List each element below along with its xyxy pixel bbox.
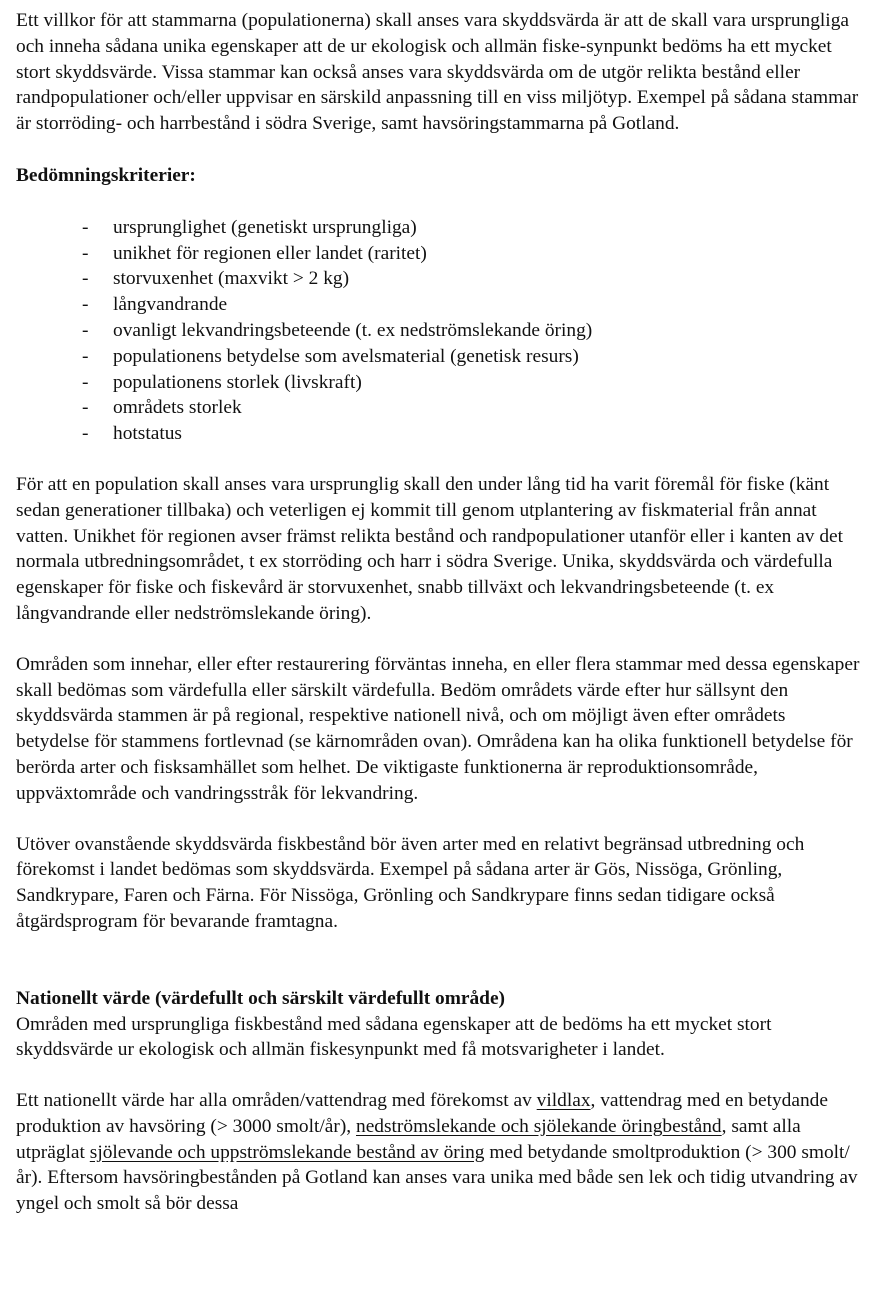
national-value-heading: Nationellt värde (värdefullt och särskilt värdefullt område) [16,987,506,1009]
list-item: - unikhet för regionen eller landet (raritet) [16,241,862,267]
underlined-term: nedströmslekande och sjölekande öringbestånd [356,1115,722,1137]
underlined-term: vildlax [536,1090,591,1112]
list-bullet: - [82,371,89,393]
origin-paragraph: För att en population skall anses vara ursprunglig skall den under lång tid ha varit föremål för fiske (känt sedan generationer tillbaka) och veterligen ej kommit till genom utplantering av fiskmaterial från annat vatten. Unikhet för regionen avser främst relikta bestånd och randpopulationer utanför eller i kanten av det normala utbredningsområdet, t ex storröding och harr i södra Sverige. Unika, skyddsvärda och värdefulla egenskaper för fiske och fiskevård är storvuxenhet, snabb tillväxt och lekvandringsbeteende (t. ex långvandrande eller nedströmslekande öring). [16,473,844,624]
list-bullet: - [82,242,89,264]
national-value-paragraph: Ett nationellt värde har alla områden/vattendrag med förekomst av vildlax, vattendrag med en betydande produktion av havsöring (> 3000 smolt/år), nedströmslekande och sjölekande öringbestånd, samt alla utpräglat sjölevande och uppströmslekande bestånd av öring med betydande smoltproduktion (> 300 smolt/år). Eftersom havsöringbestånden på Gotland kan anses vara unika med både sen lek och tidig utvandring av yngel och smolt så bör dessa [16,1090,858,1215]
list-bullet: - [82,319,89,341]
list-bullet: - [82,294,89,316]
criteria-list [16,215,862,447]
document-page [16,8,862,1217]
list-bullet: - [82,423,89,445]
criteria-heading: Bedömningskriterier: [16,164,196,186]
underlined-term: sjölevande och uppströmslekande bestånd av öring [89,1141,485,1163]
list-item: - ursprunglighet (genetiskt ursprungliga) [16,215,862,241]
list-item: - hotstatus [16,421,862,447]
list-bullet: - [82,268,89,290]
intro-paragraph: Ett villkor för att stammarna (populationerna) skall anses vara skyddsvärda är att de skall vara ursprungliga och inneha sådana unika egenskaper att de ur ekologisk och allmän fiske-synpunkt bedöms ha ett mycket stort skyddsvärde. Vissa stammar kan också anses vara skyddsvärda om de utgör relikta bestånd eller randpopulationer och/eller uppvisar en särskild anpassning till en viss miljötyp. Exempel på sådana stammar är storröding- och harrbestånd i södra Sverige, samt havsöringstammarna på Gotland. [16,10,859,135]
list-item: - långvandrande [16,292,862,318]
species-paragraph: Utöver ovanstående skyddsvärda fiskbestånd bör även arter med en relativt begränsad utbredning och förekomst i landet bedömas som skyddsvärda. Exempel på sådana arter är Gös, Nissöga, Grönling, Sandkrypare, Faren och Färna. För Nissöga, Grönling och Sandkrypare finns sedan tidigare också åtgärdsprogram för bevarande framtagna. [16,833,805,932]
list-item: - populationens storlek (livskraft) [16,370,862,396]
list-item: - populationens betydelse som avelsmaterial (genetisk resurs) [16,344,862,370]
national-value-definition: Områden med ursprungliga fiskbestånd med sådana egenskaper att de bedöms ha ett mycket stort skyddsvärde ur ekologisk och allmän fiskesynpunkt med få motsvarigheter i landet. [16,1013,772,1061]
list-item: - ovanligt lekvandringsbeteende (t. ex nedströmslekande öring) [16,318,862,344]
list-bullet: - [82,345,89,367]
list-bullet: - [82,216,89,238]
areas-paragraph: Områden som innehar, eller efter restaurering förväntas inneha, en eller flera stammar med dessa egenskaper skall bedömas som värdefulla eller särskilt värdefulla. Bedöm områdets värde efter hur sällsynt den skyddsvärda stammen är på regional, respektive nationell nivå, och om möjligt även efter områdets betydelse för stammens fortlevnad (se kärnområden ovan). Områdena kan ha olika funktionell betydelse för berörda arter och fisksamhället som helhet. De viktigaste funktionerna är reproduktionsområde, uppväxtområde och vandringsstråk för lekvandring. [16,653,860,804]
list-bullet: - [82,397,89,419]
list-item: - områdets storlek [16,395,862,421]
list-item: - storvuxenhet (maxvikt > 2 kg) [16,266,862,292]
